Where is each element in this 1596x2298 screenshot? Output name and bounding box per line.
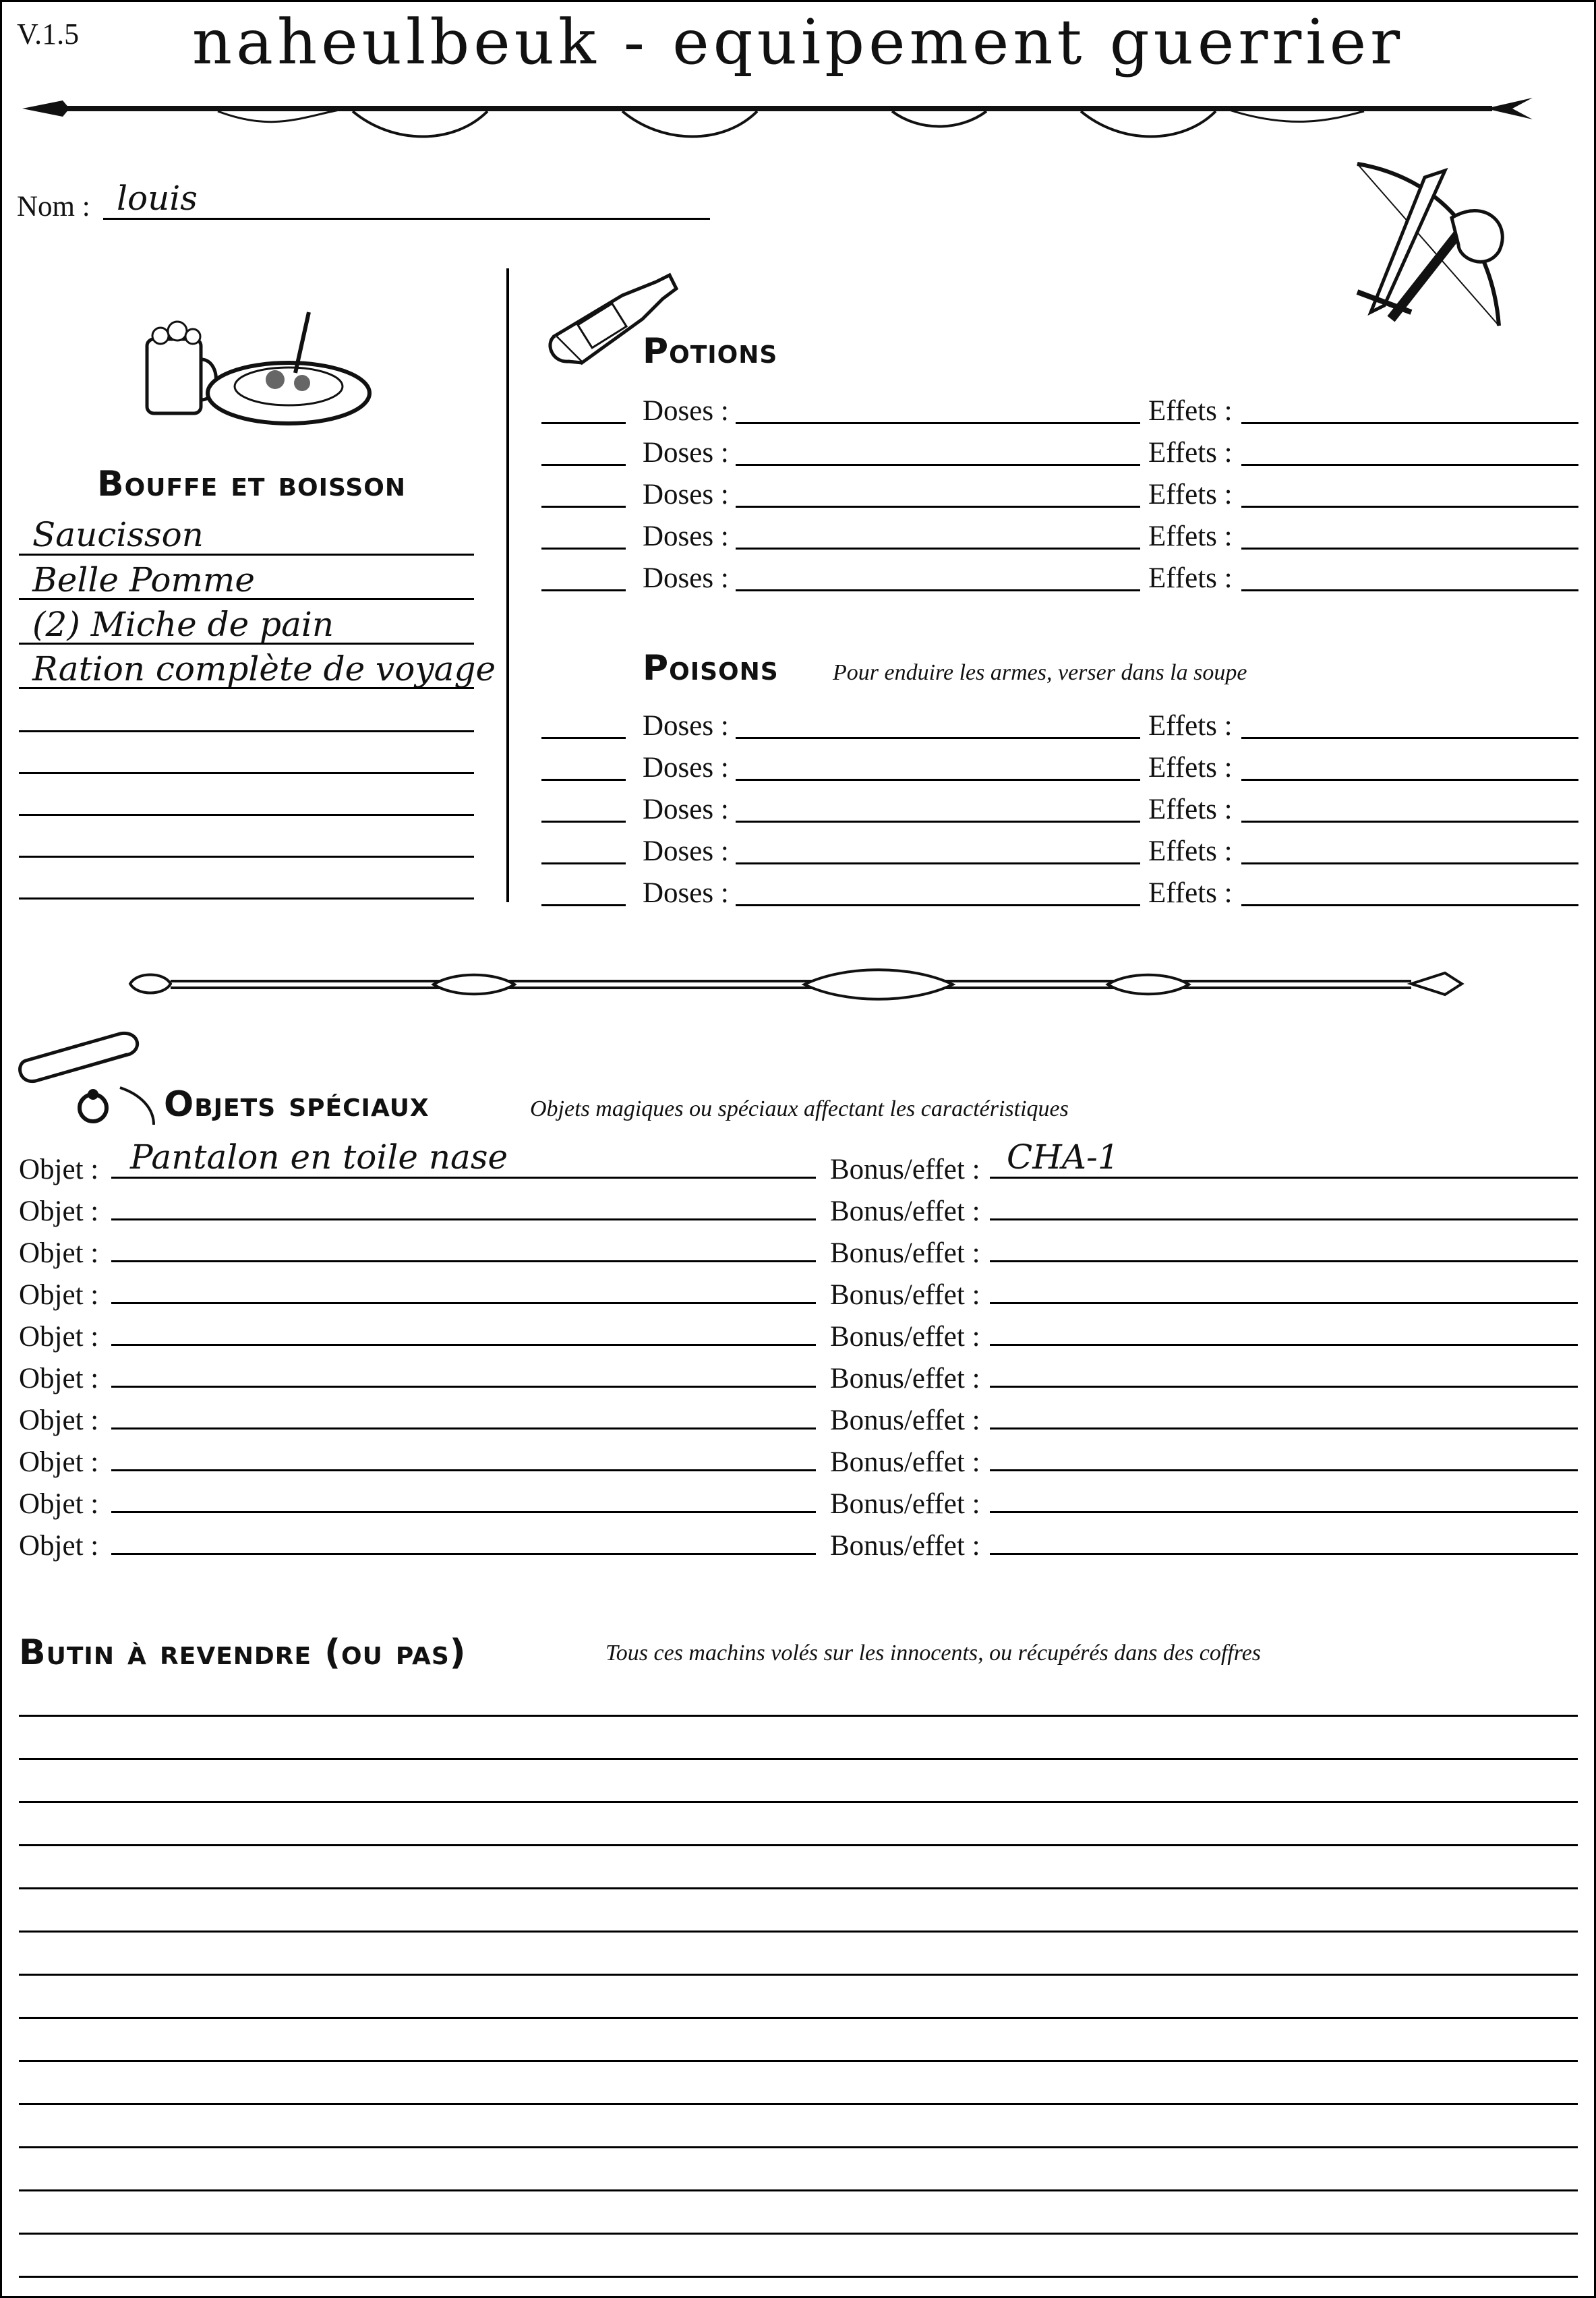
object-label: Objet :	[19, 1446, 99, 1478]
effects-label: Effets :	[1148, 521, 1233, 552]
doses-label: Doses :	[643, 521, 729, 552]
staff-divider-icon	[130, 965, 1465, 1005]
effects-label: Effets :	[1148, 562, 1233, 594]
doses-label: Doses :	[643, 794, 729, 825]
doses-label: Doses :	[643, 479, 729, 510]
bonus-label: Bonus/effet :	[830, 1363, 980, 1394]
object-label: Objet :	[19, 1321, 99, 1353]
object-field[interactable]: Pantalon en toile nase	[130, 1138, 508, 1177]
bonus-label: Bonus/effet :	[830, 1321, 980, 1353]
food-item[interactable]: Belle Pomme	[32, 560, 255, 599]
effects-label: Effets :	[1148, 835, 1233, 867]
bonus-label: Bonus/effet :	[830, 1237, 980, 1269]
special-subtitle: Objets magiques ou spéciaux affectant les caractéristiques	[530, 1096, 1069, 1121]
effects-label: Effets :	[1148, 395, 1233, 427]
doses-label: Doses :	[643, 710, 729, 742]
effects-label: Effets :	[1148, 794, 1233, 825]
page-title: naheulbeuk - equipement guerrier	[191, 6, 1405, 78]
bonus-label: Bonus/effet :	[830, 1154, 980, 1185]
potions-heading: Potions	[643, 331, 778, 372]
bonus-label: Bonus/effet :	[830, 1530, 980, 1562]
version-label: V.1.5	[17, 18, 80, 51]
loot-subtitle: Tous ces machins volés sur les innocents, ou récupérés dans des coffres	[605, 1641, 1262, 1666]
doses-label: Doses :	[643, 752, 729, 784]
special-heading: Objets spéciaux	[164, 1084, 430, 1125]
loot-heading: Butin à revendre (ou pas)	[19, 1632, 467, 1673]
doses-label: Doses :	[643, 562, 729, 594]
poisons-subtitle: Pour enduire les armes, verser dans la soupe	[833, 660, 1247, 685]
food-beer-icon	[140, 305, 376, 434]
object-label: Objet :	[19, 1196, 99, 1227]
food-heading: Bouffe et boisson	[96, 464, 406, 504]
bonus-label: Bonus/effet :	[830, 1196, 980, 1227]
object-label: Objet :	[19, 1237, 99, 1269]
food-item[interactable]: Ration complète de voyage	[32, 649, 496, 688]
object-label: Objet :	[19, 1530, 99, 1562]
object-label: Objet :	[19, 1279, 99, 1311]
effects-label: Effets :	[1148, 710, 1233, 742]
poisons-heading: Poisons	[643, 648, 779, 688]
bonus-label: Bonus/effet :	[830, 1279, 980, 1311]
food-item[interactable]: Saucisson	[32, 515, 204, 554]
object-label: Objet :	[19, 1405, 99, 1436]
doses-label: Doses :	[643, 877, 729, 909]
effects-label: Effets :	[1148, 479, 1233, 510]
doses-label: Doses :	[643, 437, 729, 469]
bonus-label: Bonus/effet :	[830, 1446, 980, 1478]
effects-label: Effets :	[1148, 437, 1233, 469]
object-label: Objet :	[19, 1154, 99, 1185]
food-item[interactable]: (2) Miche de pain	[32, 605, 334, 644]
bonus-label: Bonus/effet :	[830, 1488, 980, 1520]
scroll-ring-icon	[19, 1027, 160, 1128]
bonus-label: Bonus/effet :	[830, 1405, 980, 1436]
name-label: Nom :	[17, 191, 90, 223]
effects-label: Effets :	[1148, 877, 1233, 909]
bow-sword-axe-icon	[1330, 157, 1526, 332]
effects-label: Effets :	[1148, 752, 1233, 784]
column-separator	[506, 268, 509, 902]
object-label: Objet :	[19, 1488, 99, 1520]
bonus-field[interactable]: CHA-1	[1007, 1138, 1119, 1177]
spear-divider-icon	[16, 91, 1533, 152]
name-field[interactable]: louis	[117, 179, 198, 218]
object-label: Objet :	[19, 1363, 99, 1394]
doses-label: Doses :	[643, 835, 729, 867]
doses-label: Doses :	[643, 395, 729, 427]
